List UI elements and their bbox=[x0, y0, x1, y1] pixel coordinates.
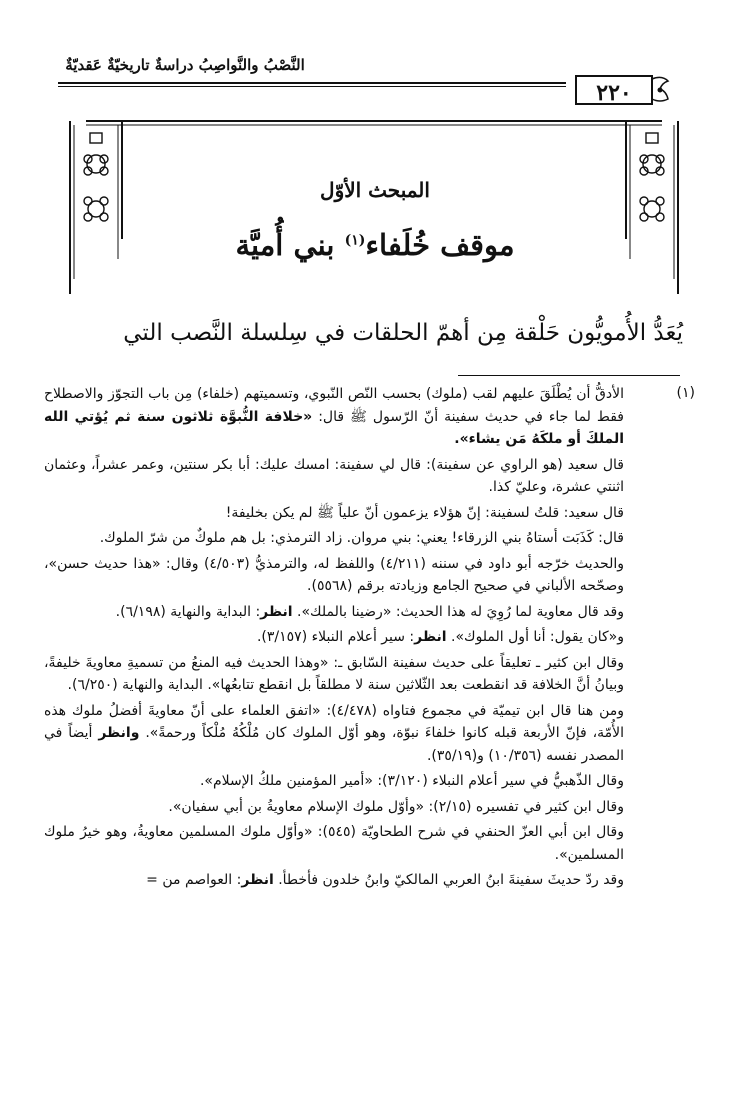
footnote-separator bbox=[458, 375, 680, 376]
section-label: المبحث الأوّل bbox=[320, 178, 430, 202]
footnote-paragraph: والحديث خرّجه أبو داود في سننه (٤/٢١١) واللفظ له، والترمذيُّ (٤/٥٠٣) وقال: «هذا حديث حسن»، وصحّحه الألباني في صحيح الجامع وزيادته برقم (٥٥٦٨). bbox=[44, 555, 624, 594]
footnote-paragraph: الأدقُّ أن يُطْلَقَ عليهم لقب (ملوك) بحسب النّص النّبوي، وتسميتهم (خلفاء) مِن باب التجوّز والاصطلاح فقط لما جاء في حديث سفينة أنّ الرّسول ﷺ قال: «خلافة النُّبوَّة ثلاثون سنة ثم يُؤتي الله الملكَ أو ملكَهُ مَن يشاء». bbox=[44, 386, 624, 447]
footnote-paragraph: وقال ابن كثير ـ تعليقاً على حديث سفينة السّابق ـ: «وهذا الحديث فيه المنعُ من تسميةِ معاويةَ خليفةً، وبيانُ أنَّ الخلافة قد انقطعت بعد الثّلاثين سنة لا مطلقاً بل انقطع تتابعُها». البداية والنهاية (٦/٢٥٠). bbox=[44, 654, 624, 693]
footnote-paragraph: وقال ابن أبي العزّ الحنفي في شرح الطحاويّة (٥٤٥): «وأوّل ملوك المسلمين معاويةُ، وهو خيرُ ملوك المسلمين». bbox=[44, 824, 624, 863]
footnote-paragraph: قال سعيد: قلتُ لسفينة: إنّ هؤلاء يزعمون أنّ علياً ﷺ لم يكن بخليفة! bbox=[225, 504, 624, 521]
header-rule bbox=[58, 82, 566, 84]
chapter-title-end: بني أُميَّة bbox=[235, 228, 335, 262]
footnote-paragraph: وقال ابن كثير في تفسيره (٢/١٥): «وأوّل ملوك الإسلام معاويةُ بن أبي سفيان». bbox=[168, 798, 624, 815]
page-number: ٢٢٠ bbox=[596, 80, 632, 106]
footnote-paragraph: قال: كَذَبَت أستاهُ بني الزرقاء! يعني: بني مروان. زاد الترمذي: بل هم ملوكٌ من شرّ الملوك. bbox=[99, 530, 624, 546]
footnote-paragraph: وقد قال معاوية لما رُوِيَ له هذا الحديث: «رضينا بالملك». انظر: البداية والنهاية (٦/١٩٨). bbox=[115, 603, 624, 620]
chapter-title bbox=[180, 228, 570, 262]
footnote-paragraph: قال سعيد (هو الراوي عن سفينة): قال لي سفينة: امسك عليك: أبا بكر سنتين، وعمر عشراً، وعثمان اثنتي عشرة، وعليّ كذا. bbox=[44, 456, 624, 495]
footnote-body bbox=[44, 383, 624, 895]
footnote-paragraph: وقال الذّهبيُّ في سير أعلام النبلاء (٣/١٢٠): «أمير المؤمنين ملكُ الإسلام». bbox=[199, 773, 624, 789]
footnote-reference: (١) bbox=[344, 232, 366, 249]
chapter-frame-ornament bbox=[66, 119, 682, 294]
body-paragraph-line: يُعَدُّ الأُمويُّون حَلْقة مِن أهمّ الحلقات في سِلسلة النَّصب التي bbox=[123, 320, 683, 346]
footnote-number: (١) bbox=[676, 385, 695, 401]
running-header-title: النَّصْبُ والنَّواصِبُ دراسةٌ تاريخيّةٌ عَقديّةٌ bbox=[65, 56, 305, 74]
footnote-paragraph: و«كان يقول: أنا أول الملوك». انظر: سير أعلام النبلاء (٣/١٥٧). bbox=[256, 629, 624, 645]
chapter-title-main: موقف خُلَفاء bbox=[365, 228, 515, 262]
header-rule-thin bbox=[58, 86, 566, 87]
footnote-paragraph: وقد ردّ حديثَ سفينةَ ابنُ العربي المالكيّ وابنُ خلدون فأخطأ. انظر: العواصم من = bbox=[146, 872, 624, 888]
footnote-paragraph: ومن هنا قال ابن تيميّة في مجموع فتاواه (٤/٤٧٨): «اتفق العلماء على أنّ معاويةَ أفضلُ ملوك هذه الأُمّة، فإنّ الأربعة قبله كانوا خلفاءَ نبوّة، وهو أوّل الملوك كان مُلْكُهُ مُلْكاً ورحمةً». وانظر أيضاً في المصدر نفسه (١٠/٣٥٦) و(٣٥/١٩). bbox=[44, 702, 624, 764]
